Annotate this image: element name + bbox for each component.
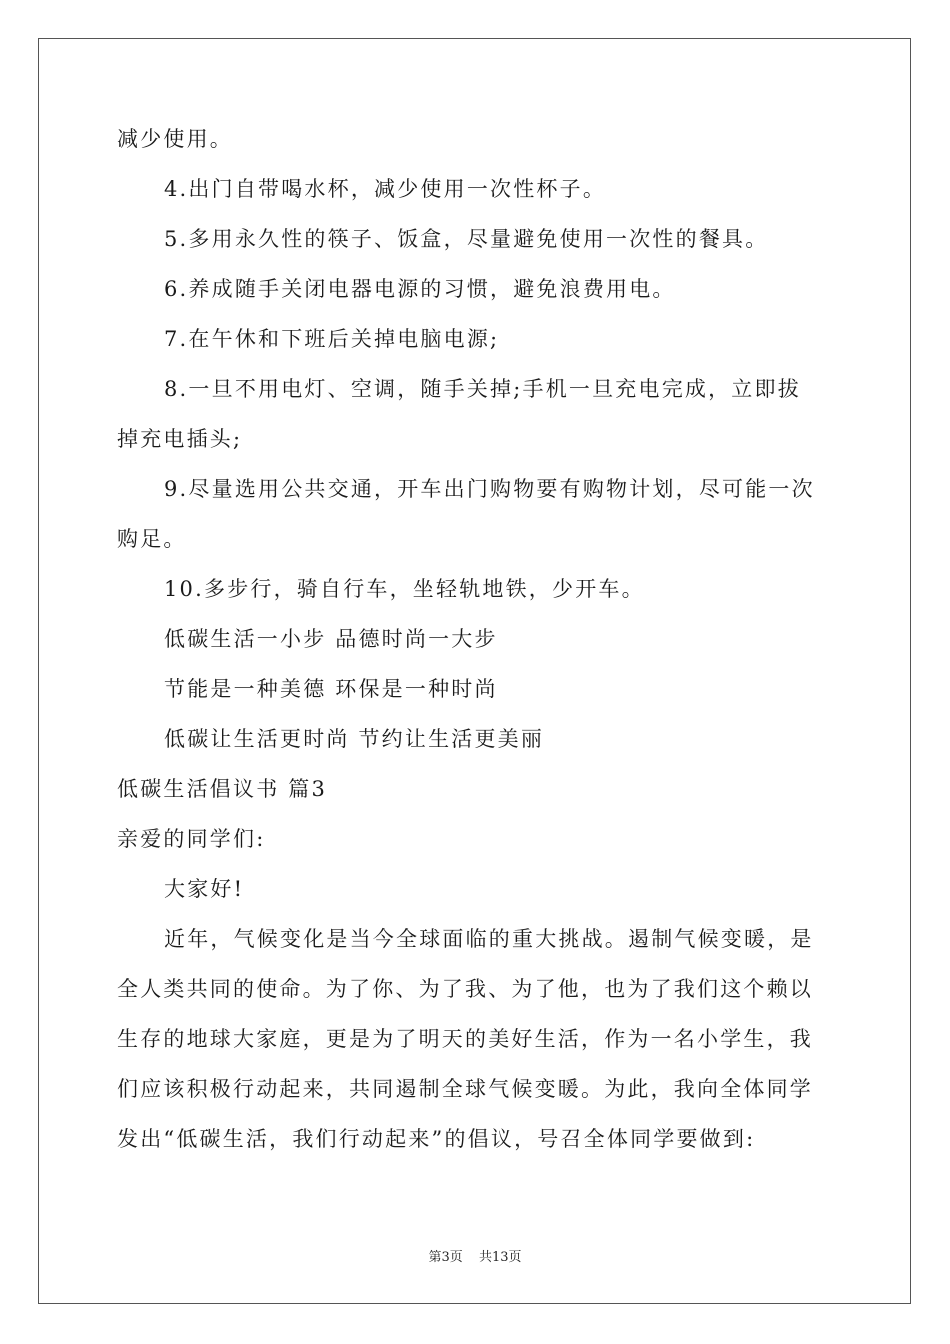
- paragraph-line: 们应该积极行动起来，共同遏制全球气候变暖。为此，我向全体同学: [117, 1077, 813, 1101]
- text-line: 购足。: [117, 527, 187, 551]
- list-item: 4.出门自带喝水杯，减少使用一次性杯子。: [164, 177, 607, 201]
- paragraph-line: 近年，气候变化是当今全球面临的重大挑战。遏制气候变暖，是: [164, 927, 814, 951]
- slogan: 节能是一种美德 环保是一种时尚: [164, 677, 498, 701]
- paragraph-line: 生存的地球大家庭，更是为了明天的美好生活，作为一名小学生，我: [117, 1027, 813, 1051]
- greeting: 大家好!: [164, 877, 245, 901]
- slogan: 低碳生活一小步 品德时尚一大步: [164, 627, 498, 651]
- list-item: 7.在午休和下班后关掉电脑电源;: [164, 327, 500, 351]
- paragraph-line: 全人类共同的使命。为了你、为了我、为了他，也为了我们这个赖以: [117, 977, 813, 1001]
- list-item: 8.一旦不用电灯、空调，随手关掉;手机一旦充电完成，立即拔: [164, 377, 801, 401]
- list-item: 10.多步行，骑自行车，坐轻轨地铁，少开车。: [164, 577, 645, 601]
- list-item: 9.尽量选用公共交通，开车出门购物要有购物计划，尽可能一次: [164, 477, 815, 501]
- paragraph-line: 发出“低碳生活，我们行动起来”的倡议，号召全体同学要做到:: [117, 1127, 756, 1151]
- text-line: 掉充电插头;: [117, 427, 243, 451]
- page-total: 共13页: [478, 1250, 522, 1265]
- text-line: 减少使用。: [117, 127, 233, 151]
- list-item: 5.多用永久性的筷子、饭盒，尽量避免使用一次性的餐具。: [164, 227, 769, 251]
- list-item: 6.养成随手关闭电器电源的习惯，避免浪费用电。: [164, 277, 676, 301]
- salutation: 亲爱的同学们:: [117, 827, 266, 851]
- page-footer: [0, 1246, 950, 1265]
- page-number: 第3页: [428, 1250, 463, 1265]
- section-heading: 低碳生活倡议书 篇3: [117, 777, 328, 801]
- slogan: 低碳让生活更时尚 节约让生活更美丽: [164, 727, 545, 751]
